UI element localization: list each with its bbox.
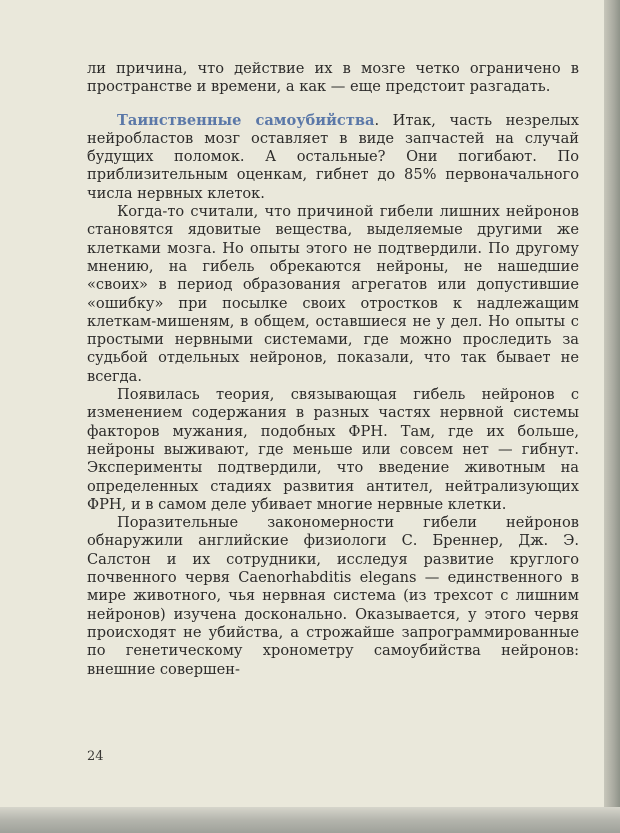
- page-edge-right: [604, 0, 620, 833]
- paragraph: Когда-то считали, что причиной гибели лишних нейронов становятся ядовитые вещества, выделяемые другими же клетками мозга. Но опыты этого не подтвердили. По другому мнению, на гибель обрекаются нейроны, не нашедшие «своих» в период образования агрегатов или допустившие «ошибку» при посылке своих отростков к надлежащим клеткам-мишеням, в общем, оставшиеся не у дел. Но опыты с простыми нервными системами, где можно проследить за судьбой отдельных нейронов, показали, что так бывает не всегда.: [87, 203, 579, 385]
- paragraph: Появилась теория, связывающая гибель нейронов с изменением содержания в разных частях нервной системы факторов мужания, подобных ФРН. Там, где их больше, нейроны выживают, где меньше или совсем нет — гибнут. Эксперименты подтвердили, что введение животным на определенных стадиях развития антител, нейтрализующих ФРН, и в самом деле убивает многие нервные клетки.: [87, 386, 579, 513]
- paragraph: Поразительные закономерности гибели нейронов обнаружили английские физиологи С. Бреннер, Дж. Э. Салстон и их сотрудники, исследуя развитие круглого почвенного червя Caenorhabditis elegans — единственного в мире животного, чья нервная система (из трехсот с лишним нейронов) изучена досконально. Оказывается, у этого червя происходят не убийства, а строжайше запрограммированные по генетическому хронометру самоубийства нейронов: внешние совершен-: [87, 514, 579, 678]
- paragraph-continued: ли причина, что действие их в мозге четко ограничено в пространстве и времени, а как — еще предстоит разгадать.: [87, 60, 579, 96]
- page-edge-bottom: [0, 807, 620, 833]
- page-number: 24: [87, 749, 104, 764]
- section-heading-continuation: . Итак, часть незрелых нейробластов мозг оставляет в виде запчастей на случай будущих поломок. А остальные? Они погибают. По приблизительным оценкам, гибнет до 85% первоначального числа нервных клеток.: [87, 111, 579, 202]
- section-heading: Таинственные самоубийства: [117, 111, 375, 129]
- page-text: [87, 60, 579, 679]
- paragraph-section-start: [87, 112, 579, 203]
